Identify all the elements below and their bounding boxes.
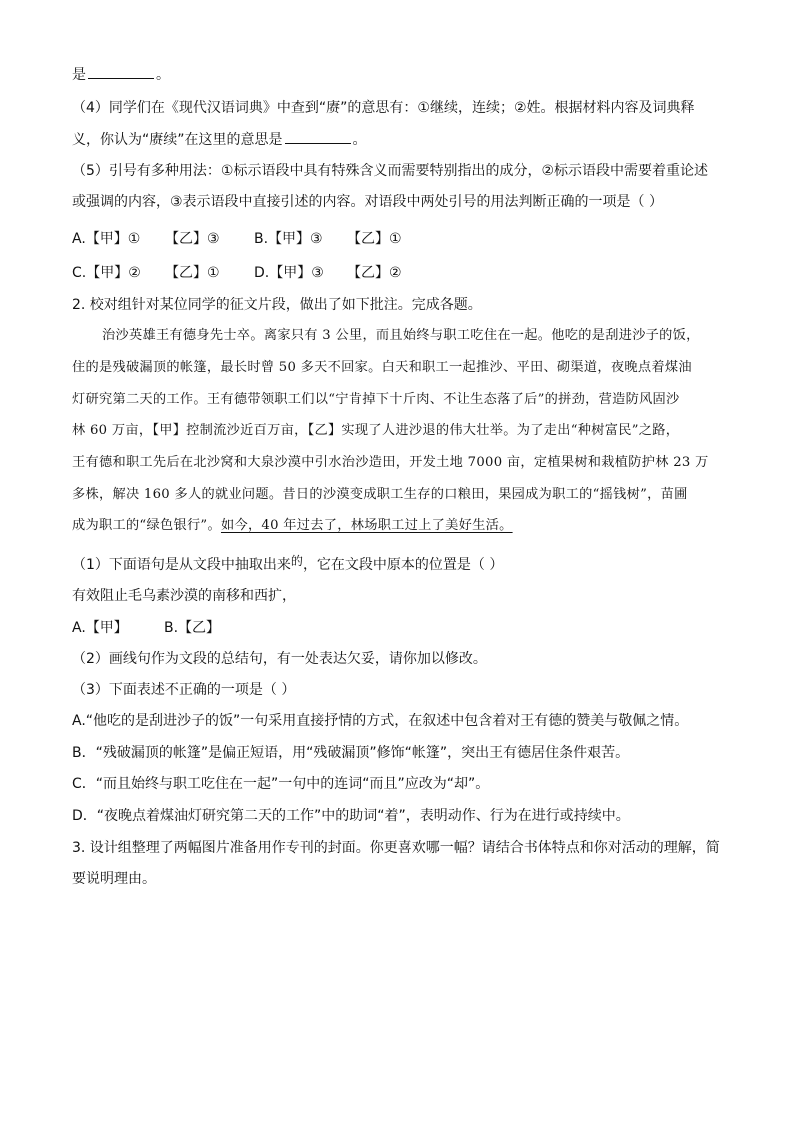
q2-sub3-option-b[interactable]: B．“残破漏顶的帐篷”是偏正短语，用“残破漏顶”修饰“帐篷”，突出王有德居住条件艰苦。: [72, 745, 630, 761]
q3-line1: 3. 设计组整理了两幅图片准备用作专刊的封面。你更喜欢哪一幅？请结合书体特点和你对活动的理解，简: [72, 840, 720, 856]
q1-5-option-c[interactable]: C.【甲】②: [72, 265, 141, 281]
q2-sub1: （1）下面语句是从文段中抽取出来的，它在文段中原本的位置是（ ）: [72, 554, 504, 573]
q2-sub1-option-b[interactable]: B.【乙】: [164, 620, 221, 636]
answer-blank[interactable]: [88, 64, 154, 79]
passage-line-2: 住的是残破漏顶的帐篷，最长时曾 50 多天不回家。白天和职工一起推沙、平田、砌渠道，夜晚点着煤油: [72, 360, 692, 375]
passage-line-4: 林 60 万亩，【甲】控制流沙近百万亩，【乙】实现了人进沙退的伟大壮举。为了走出“种树富民”之路，: [72, 423, 680, 438]
q1-5-option-d-yi: 【乙】②: [347, 265, 402, 281]
q2-intro: 2. 校对组针对某位同学的征文片段，做出了如下批注。完成各题。: [72, 297, 482, 313]
q2-sub3-option-c[interactable]: C．“而且始终与职工吃住在一起”一句中的连词“而且”应改为“却”。: [72, 776, 490, 792]
q1-5-option-a-yi: 【乙】③: [165, 231, 220, 247]
q1-5-option-d[interactable]: D.【甲】③: [254, 265, 324, 281]
q1-5-option-c-yi: 【乙】①: [165, 265, 220, 281]
q1-4-line1: （4）同学们在《现代汉语词典》中查到“赓”的意思有：①继续，连续；②姓。根据材料内容及词典释: [72, 100, 695, 116]
passage-line-1: 治沙英雄王有德身先士卒。离家只有 3 公里，而且始终与职工吃住在一起。他吃的是刮进沙子的饭，: [102, 328, 700, 343]
passage-line-3: 灯研究第二天的工作。王有德带领职工们以“宁肯掉下十斤肉、不让生态落了后”的拼劲，营造防风固沙: [72, 392, 680, 407]
passage-line-7: 成为职工的“绿色银行”。如今，40 年过去了，林场职工过上了美好生活。: [72, 518, 513, 533]
q3-line2: 要说明理由。: [72, 871, 156, 887]
q1-5-option-b-yi: 【乙】①: [347, 231, 402, 247]
q1-5-line2: 或强调的内容，③表示语段中直接引述的内容。对语段中两处引号的用法判断正确的一项是（ ）: [72, 194, 663, 210]
q2-sub3-option-a[interactable]: A.“他吃的是刮进沙子的饭”一句采用直接抒情的方式，在叙述中包含着对王有德的赞美与敬佩之情。: [72, 713, 689, 729]
q2-sub3-option-d[interactable]: D．“夜晚点着煤油灯研究第二天的工作”中的助词“着”，表明动作、行为在进行或持续中。: [72, 808, 630, 824]
answer-blank[interactable]: [285, 129, 351, 144]
passage-line-6: 多株，解决 160 多人的就业问题。昔日的沙漠变成职工生存的口粮田，果园成为职工的“摇钱树”，苗圃: [72, 487, 688, 502]
underlined-sentence: 如今，40 年过去了，林场职工过上了美好生活。: [220, 518, 513, 533]
q2-sub2: （2）画线句作为文段的总结句，有一处表达欠妥，请你加以修改。: [72, 651, 487, 667]
q1-4-line2: 义，你认为“赓续”在这里的意思是 。: [72, 129, 367, 150]
q2-sub1-option-a[interactable]: A.【甲】: [72, 620, 128, 636]
q1-5-option-a[interactable]: A.【甲】①: [72, 231, 141, 247]
q1-5-option-b[interactable]: B.【甲】③: [254, 231, 323, 247]
q1-answer-line: 是 。: [72, 64, 170, 85]
q2-sub3: （3）下面表述不正确的一项是（ ）: [72, 682, 296, 698]
passage-line-5: 王有德和职工先后在北沙窝和大泉沙漠中引水治沙造田，开发土地 7000 亩，定植果树和栽植防护林 23 万: [72, 455, 709, 470]
q1-5-line1: （5）引号有多种用法：①标示语段中具有特殊含义而需要特别指出的成分，②标示语段中需要着重论述: [72, 163, 709, 179]
q2-sub1-sentence: 有效阻止毛乌素沙漠的南移和西扩，: [72, 588, 296, 604]
